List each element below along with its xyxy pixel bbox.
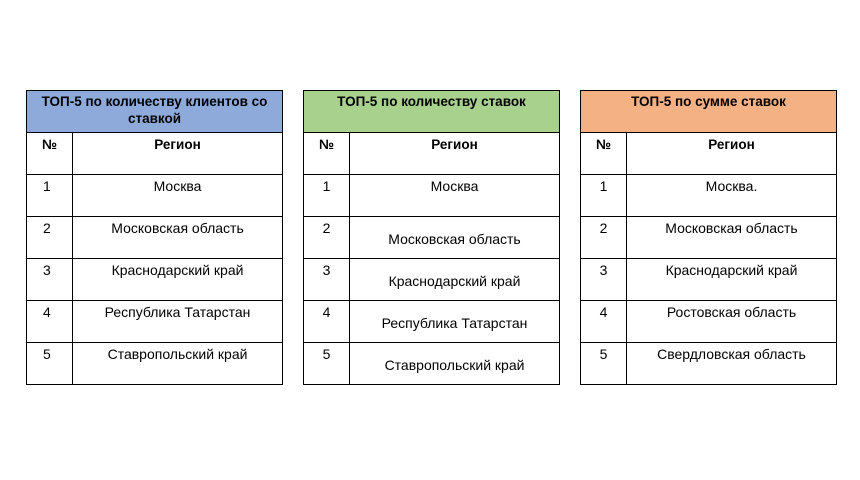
region-cell: Московская область [73,217,283,259]
table-title: ТОП-5 по количеству клиентов со ставкой [27,91,283,133]
rank-cell: 3 [27,259,73,301]
table-row [581,259,837,301]
rank-cell: 5 [304,343,350,385]
region-column-header: Регион [350,133,560,175]
region-column-header: Регион [73,133,283,175]
region-cell: Москва. [627,175,837,217]
table-row [304,217,560,259]
region-cell: Свердловская область [627,343,837,385]
region-cell: Ростовская область [627,301,837,343]
number-column-header: № [304,133,350,175]
number-column-header: № [581,133,627,175]
top5-bets-sum-table [580,90,837,385]
rank-cell: 1 [27,175,73,217]
table-row [581,301,837,343]
region-cell: Москва [73,175,283,217]
table-row [304,343,560,385]
top5-clients-table [26,90,283,385]
table-row [304,301,560,343]
number-column-header: № [27,133,73,175]
table-row [27,175,283,217]
top5-bets-count-table [303,90,560,385]
table-row [581,175,837,217]
table-row [27,301,283,343]
rank-cell: 4 [27,301,73,343]
rank-cell: 4 [581,301,627,343]
region-cell: Республика Татарстан [350,301,560,343]
rank-cell: 2 [304,217,350,259]
rank-cell: 1 [304,175,350,217]
region-cell: Московская область [350,217,560,259]
region-cell: Краснодарский край [73,259,283,301]
table-row [304,259,560,301]
rank-cell: 2 [581,217,627,259]
region-cell: Республика Татарстан [73,301,283,343]
region-cell: Краснодарский край [350,259,560,301]
region-cell: Краснодарский край [627,259,837,301]
region-cell: Москва [350,175,560,217]
table-title: ТОП-5 по сумме ставок [581,91,837,133]
rank-cell: 3 [304,259,350,301]
rank-cell: 4 [304,301,350,343]
table-row [27,217,283,259]
region-cell: Ставропольский край [350,343,560,385]
table-row [581,343,837,385]
rank-cell: 3 [581,259,627,301]
region-cell: Московская область [627,217,837,259]
table-row [581,217,837,259]
rank-cell: 5 [581,343,627,385]
rank-cell: 5 [27,343,73,385]
rank-cell: 2 [27,217,73,259]
table-row [27,259,283,301]
rank-cell: 1 [581,175,627,217]
region-column-header: Регион [627,133,837,175]
region-cell: Ставропольский край [73,343,283,385]
table-row [27,343,283,385]
table-row [304,175,560,217]
table-title: ТОП-5 по количеству ставок [304,91,560,133]
